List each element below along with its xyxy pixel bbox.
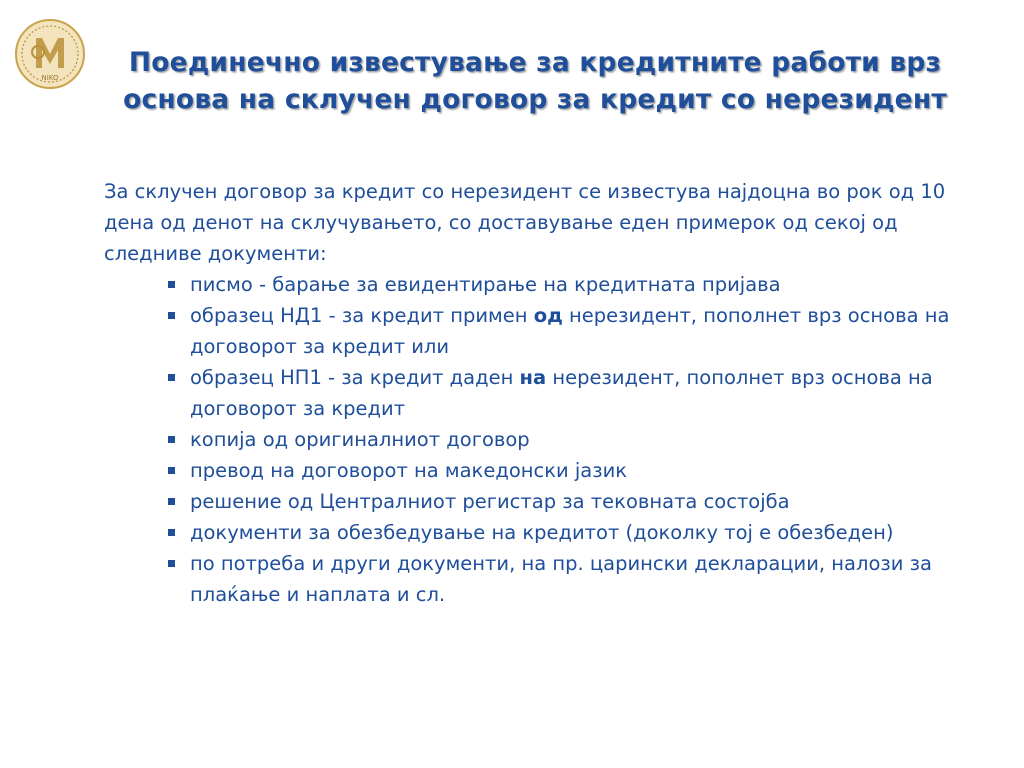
intro-paragraph: За склучен договор за кредит со нерезидент се известува најдоцна во рок од 10 дена од денот на склучувањето, со доставување еден примерок од секој од следниве документи: [104,180,946,265]
body-text [104,176,964,610]
list-item: писмо - барање за евидентирање на кредитната пријава [190,269,964,300]
list-item: образец НП1 - за кредит даден на нерезидент, пополнет врз основа на договорот за кредит [190,362,964,424]
coin-logo [14,18,86,90]
list-item: образец НД1 - за кредит примен од нерезидент, пополнет врз основа на договорот за кредит или [190,300,964,362]
bullet-icon [168,312,175,319]
list-item: по потреба и други документи, на пр. царински декларации, налози за плаќање и наплата и сл. [190,548,964,610]
list-item: копија од оригиналниот договор [190,424,964,455]
document-list [104,269,964,610]
bullet-icon [168,560,175,567]
list-item: документи за обезбедување на кредитот (доколку тој е обезбеден) [190,517,964,548]
logo-text: NIKO [41,74,59,82]
bullet-icon [168,529,175,536]
bullet-icon [168,281,175,288]
bullet-icon [168,374,175,381]
list-item: решение од Централниот регистар за тековната состојба [190,486,964,517]
emphasis: од [533,304,563,327]
bullet-icon [168,498,175,505]
bullet-icon [168,467,175,474]
emphasis: на [519,366,547,389]
title-line-2: основа на склучен договор за кредит со нерезидент [123,84,947,115]
page-title [100,44,970,118]
list-item: превод на договорот на македонски јазик [190,455,964,486]
title-line-1: Поединечно известување за кредитните работи врз [128,47,942,78]
bullet-icon [168,436,175,443]
